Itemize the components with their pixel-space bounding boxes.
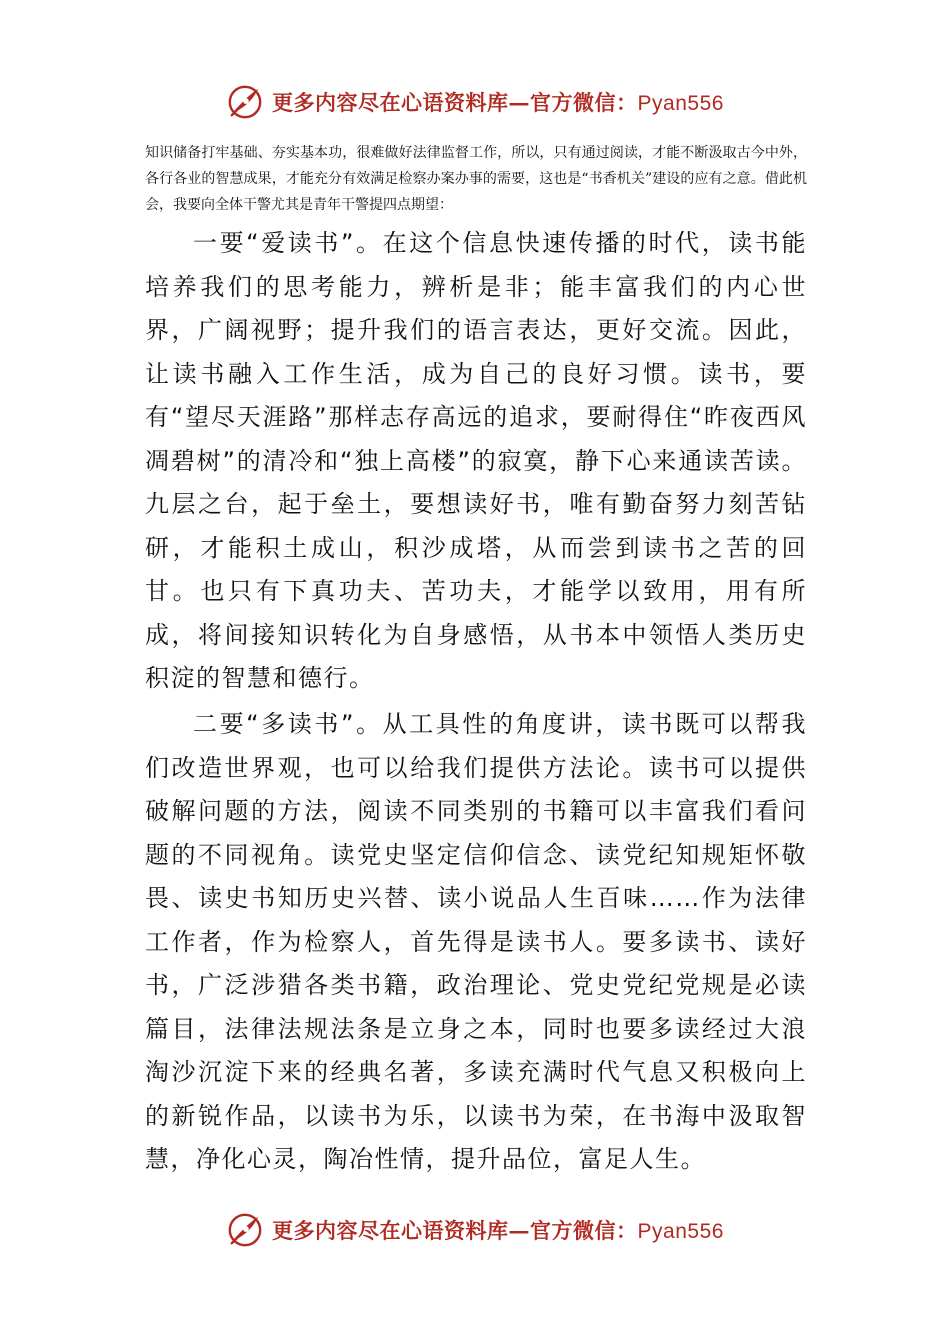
header-banner	[0, 80, 950, 124]
footer-banner-label: 更多内容尽在心语资料库—官方微信：	[272, 1218, 638, 1243]
intro-section	[145, 140, 807, 218]
paragraph-love-reading: 一要“爱读书”。在这个信息快速传播的时代，读书能培养我们的思考能力，辨析是非；能丰富我们的内心世界，广阔视野；提升我们的语言表达，更好交流。因此，让读书融入工作生活，成为自己的良好习惯。读书，要有“望尽天涯路”那样志存高远的追求，要耐得住“昨夜西风凋碧树”的清冷和“独上高楼”的寂寞，静下心来通读苦读。九层之台，起于垒土，要想读好书，唯有勤奋努力刻苦钻研，才能积土成山，积沙成塔，从而尝到读书之苦的回甘。也只有下真功夫、苦功夫，才能学以致用，用有所成，将间接知识转化为自身感悟，从书本中领悟人类历史积淀的智慧和德行。	[145, 229, 807, 692]
footer-wechat-id: Pyan556	[637, 1220, 724, 1243]
footer-banner-text	[272, 1215, 724, 1245]
document-body	[145, 222, 807, 1173]
header-wechat-id: Pyan556	[637, 92, 724, 115]
intro-paragraph: 知识储备打牢基础、夯实基本功，很难做好法律监督工作，所以，只有通过阅读，才能不断汲取古今中外，各行各业的智慧成果，才能充分有效满足检察办案办事的需要，这也是“书香机关”建设的应有之意。借此机会，我要向全体干警尤其是青年干警提四点期望：	[145, 145, 807, 213]
quill-pen-icon	[226, 83, 264, 121]
paragraph-read-more: 二要“多读书”。从工具性的角度讲，读书既可以帮我们改造世界观，也可以给我们提供方法论。读书可以提供破解问题的方法，阅读不同类别的书籍可以丰富我们看问题的不同视角。读党史坚定信仰信念、读党纪知规矩怀敬畏、读史书知历史兴替、读小说品人生百味……作为法律工作者，作为检察人，首先得是读书人。要多读书、读好书，广泛涉猎各类书籍，政治理论、党史党纪党规是必读篇目，法律法规法条是立身之本，同时也要多读经过大浪淘沙沉淀下来的经典名著，多读充满时代气息又积极向上的新锐作品，以读书为乐，以读书为荣，在书海中汲取智慧，净化心灵，陶冶性情，提升品位，富足人生。	[145, 710, 807, 1173]
footer-banner	[0, 1208, 950, 1252]
header-banner-label: 更多内容尽在心语资料库—官方微信：	[272, 90, 638, 115]
quill-pen-icon	[226, 1211, 264, 1249]
header-banner-text	[272, 87, 724, 117]
